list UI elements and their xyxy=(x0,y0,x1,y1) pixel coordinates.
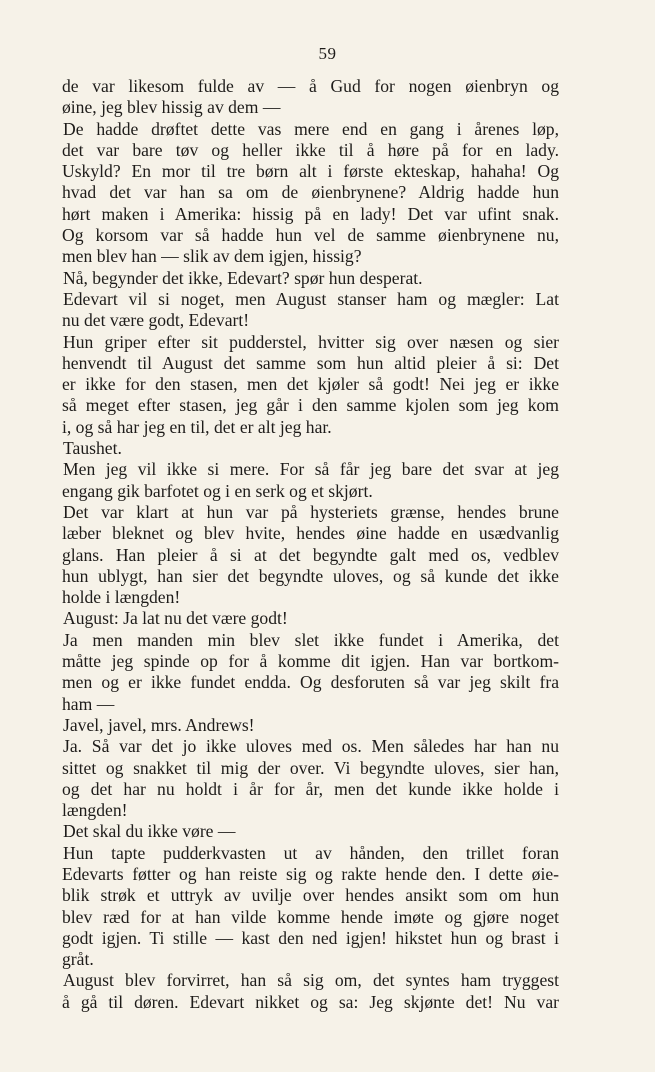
text-line: gråt. xyxy=(62,949,94,970)
text-line: blev ræd for at han vilde komme hende imøte og gjøre noget xyxy=(62,906,559,927)
text-line: Det var klart at hun var på hysteriets grænse, hendes brune xyxy=(63,501,559,522)
text-line: Uskyld? En mor til tre børn alt i første ekteskap, hahaha! Og xyxy=(62,161,559,182)
text-line: Ja. Så var det jo ikke uloves med os. Men således har han nu xyxy=(63,736,559,757)
text-line: blik strøk et uttryk av uvilje over hendes ansikt som om hun xyxy=(62,885,559,906)
text-line: Og korsom var så hadde hun vel de samme øienbrynene nu, xyxy=(62,225,559,246)
text-line: glans. Han pleier å si at det begyndte galt med os, vedblev xyxy=(62,544,559,565)
page-number: 59 xyxy=(318,44,337,63)
text-line: August: Ja lat nu det være godt! xyxy=(63,608,288,629)
text-line: hvad det var han sa om de øienbrynene? Aldrig hadde hun xyxy=(62,182,559,203)
text-line: hun ublygt, han sier det begyndte uloves, og så kunde det ikke xyxy=(62,565,559,586)
text-line: sittet og snakket til mig der over. Vi begyndte uloves, sier han, xyxy=(62,757,559,778)
text-line: Edevart vil si noget, men August stanser ham og mægler: Lat xyxy=(63,288,559,309)
text-line: Det skal du ikke vøre — xyxy=(63,821,236,842)
text-body xyxy=(62,76,559,1013)
text-line: og det har nu holdt i år for år, men det kunde ikke holde i xyxy=(62,778,559,799)
text-line: øine, jeg blev hissig av dem — xyxy=(62,97,281,118)
text-line: Hun griper efter sit pudderstel, hvitter sig over næsen og sier xyxy=(63,331,559,352)
text-line: Nå, begynder det ikke, Edevart? spør hun desperat. xyxy=(63,267,423,288)
text-line: men blev han — slik av dem igjen, hissig? xyxy=(62,246,362,267)
text-line: er ikke for den stasen, men det kjøler så godt! Nei jeg er ikke xyxy=(62,374,559,395)
text-line: August blev forvirret, han så sig om, det syntes ham tryggest xyxy=(63,970,559,991)
text-line: det var bare tøv og heller ikke til å høre på for en lady. xyxy=(62,139,559,160)
text-line: Taushet. xyxy=(63,438,122,459)
text-line: Men jeg vil ikke si mere. For så får jeg bare det svar at jeg xyxy=(63,459,559,480)
text-line: å gå til døren. Edevart nikket og sa: Jeg skjønte det! Nu var xyxy=(62,991,559,1012)
text-line: de var likesom fulde av — å Gud for nogen øienbryn og xyxy=(62,76,559,96)
text-line: længden! xyxy=(62,800,128,821)
text-line: læber bleknet og blev hvite, hendes øine hadde en usædvanlig xyxy=(62,523,559,544)
text-line: godt igjen. Ti stille — kast den ned igjen! hikstet hun og brast i xyxy=(62,927,559,948)
text-line: hørt maken i Amerika: hissig på en lady! Det var ufint snak. xyxy=(62,203,559,224)
text-line: Hun tapte pudderkvasten ut av hånden, den trillet foran xyxy=(63,842,559,863)
text-line: i, og så har jeg en til, det er alt jeg har. xyxy=(62,416,332,437)
text-line: holde i længden! xyxy=(62,587,181,608)
text-line: Ja men manden min blev slet ikke fundet i Amerika, det xyxy=(63,629,559,650)
text-line: Javel, javel, mrs. Andrews! xyxy=(63,714,255,735)
text-line: ham — xyxy=(62,693,115,714)
text-line: engang gik barfotet og i en serk og et skjørt. xyxy=(62,480,373,501)
text-line: så meget efter stasen, jeg går i den samme kjolen som jeg kom xyxy=(62,395,559,416)
text-line: men og er ikke fundet endda. Og desforuten så var jeg skilt fra xyxy=(62,672,559,693)
text-line: Edevarts føtter og han reiste sig og rakte hende den. I dette øie- xyxy=(62,863,559,884)
text-line: De hadde drøftet dette vas mere end en gang i årenes løp, xyxy=(63,118,559,139)
text-line: måtte jeg spinde op for å komme dit igjen. Han var bortkom- xyxy=(62,651,559,672)
text-line: nu det være godt, Edevart! xyxy=(62,310,250,331)
text-line: henvendt til August det samme som hun altid pleier å si: Det xyxy=(62,352,559,373)
